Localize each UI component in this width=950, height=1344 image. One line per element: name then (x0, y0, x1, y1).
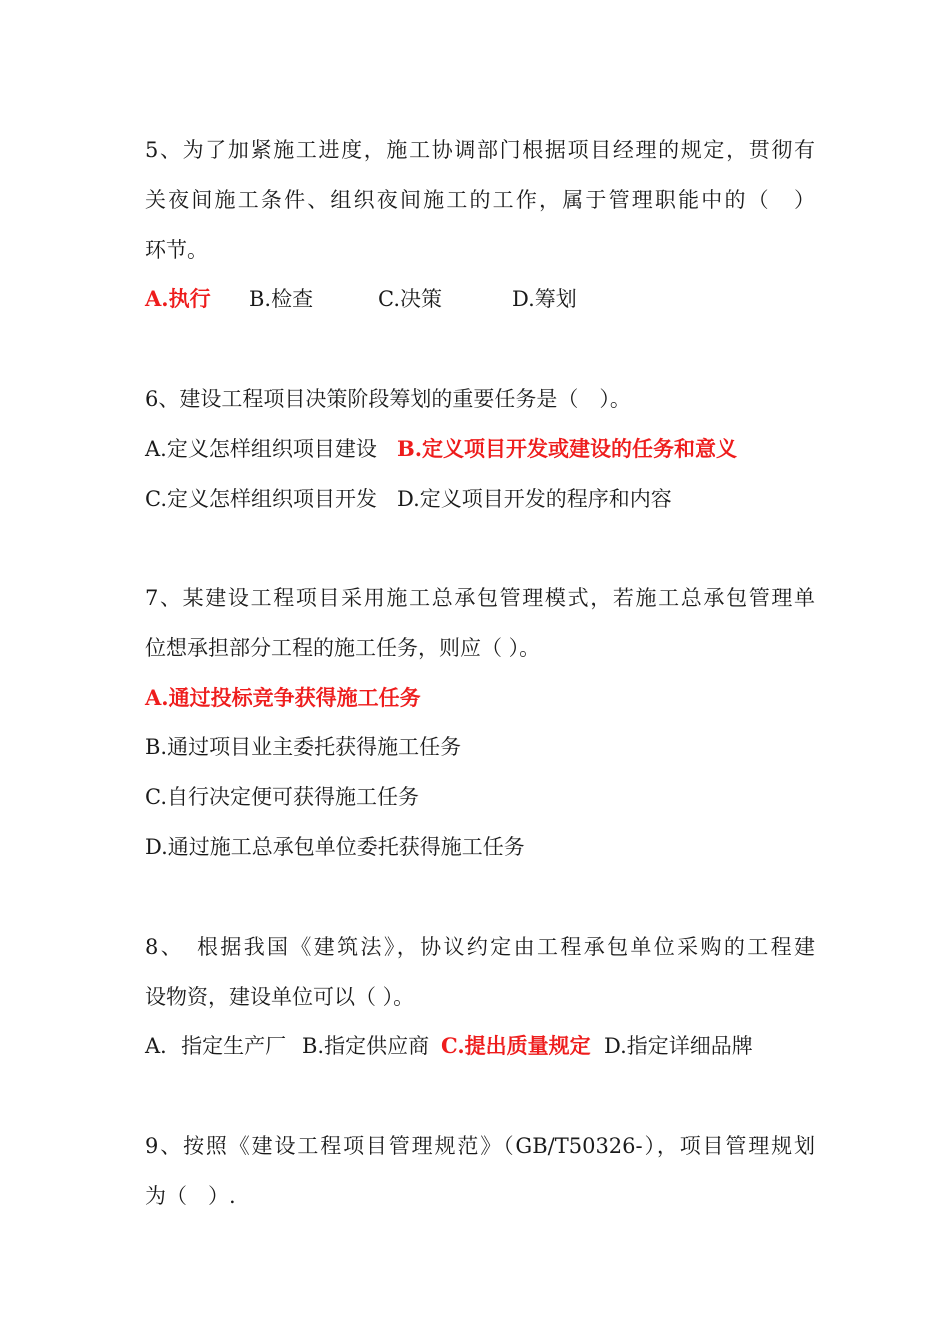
question-8-options (145, 1031, 815, 1061)
question-6-option-b: B.定义项目开发或建设的任务和意义 (397, 436, 738, 461)
question-7-option-d: D.通过施工总承包单位委托获得施工任务 (145, 835, 525, 859)
question-6-options-row-1 (145, 434, 815, 464)
question-7-line-2: 位想承担部分工程的施工任务，则应（ ）。 (145, 636, 541, 660)
question-7-option-c: C.自行决定便可获得施工任务 (145, 785, 419, 809)
question-7-line-1: 7、某建设工程项目采用施工总承包管理模式，若施工总承包管理单 (145, 586, 815, 610)
question-6-option-a: A.定义怎样组织项目建设 (145, 437, 377, 461)
question-8-option-a: A．指定生产厂 (145, 1034, 287, 1058)
question-6-line-1: 6、建设工程项目决策阶段筹划的重要任务是（ ）。 (145, 387, 631, 411)
question-6-option-d: D.定义项目开发的程序和内容 (397, 487, 672, 511)
question-8-line-2: 设物资，建设单位可以（ ）。 (145, 985, 415, 1009)
question-7-option-a: A.通过投标竞争获得施工任务 (145, 685, 421, 710)
question-5-option-b: B.检查 (249, 287, 314, 311)
question-9-line-2: 为（ ）. (145, 1184, 236, 1208)
question-5-line-1: 5、为了加紧施工进度，施工协调部门根据项目经理的规定，贯彻有 (145, 138, 815, 162)
question-7-option-b: B.通过项目业主委托获得施工任务 (145, 735, 462, 759)
question-9-line-1: 9、按照《建设工程项目管理规范》（GB/T50326-），项目管理规划 (145, 1134, 815, 1158)
question-6-options-row-2 (145, 484, 815, 514)
question-5-line-3: 环节。 (145, 238, 208, 262)
question-6-option-c: C.定义怎样组织项目开发 (145, 487, 377, 511)
question-5-option-c: C.决策 (378, 287, 442, 311)
question-8-option-c: C.提出质量规定 (441, 1033, 591, 1058)
question-8-option-d: D.指定详细品牌 (604, 1034, 753, 1058)
question-5-option-a: A.执行 (145, 286, 211, 311)
question-8-option-b: B.指定供应商 (302, 1034, 430, 1058)
question-5-options (145, 284, 815, 314)
question-8-line-1: 8、 根据我国《建筑法》，协议约定由工程承包单位采购的工程建 (145, 935, 815, 959)
question-5-option-d: D.筹划 (512, 287, 577, 311)
question-5-line-2: 关夜间施工条件、组织夜间施工的工作，属于管理职能中的（ ） (145, 188, 815, 212)
